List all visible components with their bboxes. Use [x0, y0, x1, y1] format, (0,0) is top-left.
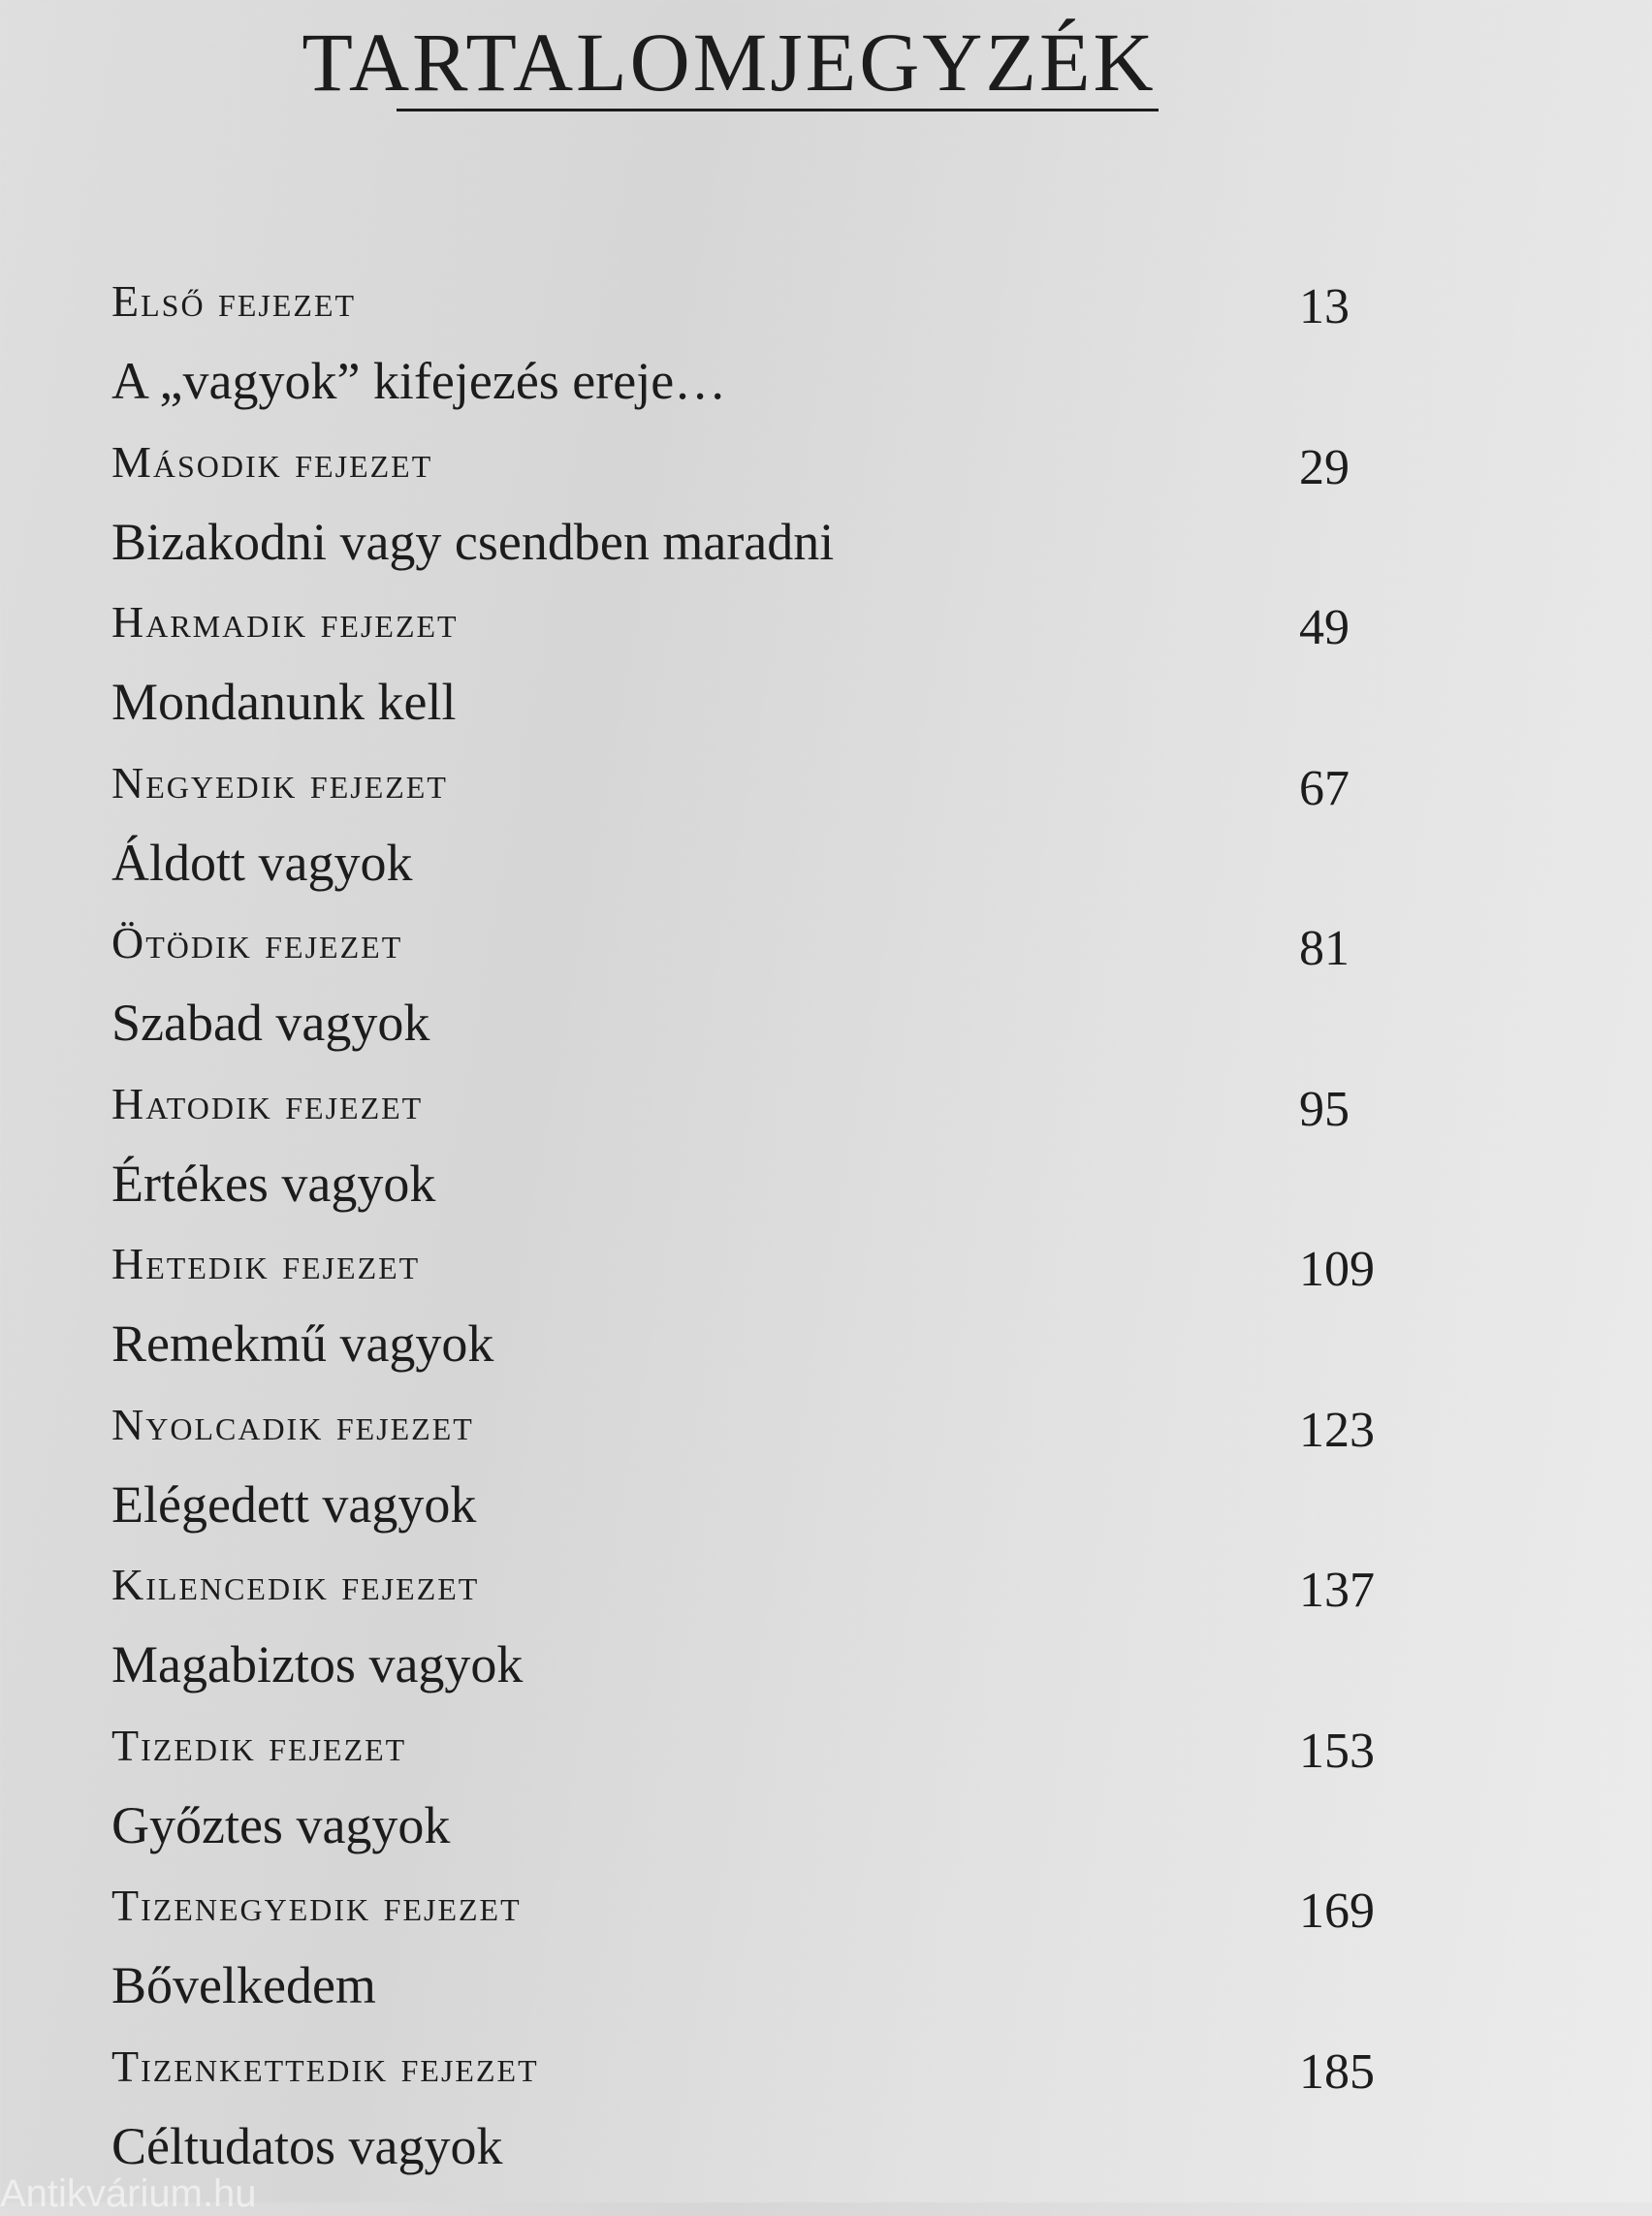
chapter-heading: Kilencedik fejezet [111, 1560, 480, 1609]
page-number: 109 [1299, 1242, 1375, 1297]
page-number: 67 [1299, 760, 1350, 816]
page-number: 49 [1299, 600, 1350, 655]
chapter-subtitle: Remekmű vagyok [111, 1314, 494, 1373]
toc-entry [111, 1064, 1469, 1225]
page-number: 29 [1299, 439, 1350, 495]
chapter-subtitle: Magabiztos vagyok [111, 1635, 524, 1694]
toc-entry [111, 1224, 1469, 1385]
chapter-heading: Ötödik fejezet [111, 918, 403, 967]
chapter-heading: Hatodik fejezet [111, 1078, 424, 1128]
chapter-subtitle: Értékes vagyok [111, 1154, 436, 1213]
chapter-heading: Tizenkettedik fejezet [111, 2041, 539, 2091]
chapter-subtitle: Bővelkedem [111, 1956, 376, 2014]
toc-entry [111, 1706, 1469, 1867]
chapter-subtitle: Bizakodni vagy csendben maradni [111, 512, 835, 571]
toc-entry [111, 1866, 1469, 2027]
toc-entry [111, 583, 1469, 744]
chapter-heading: Nyolcadik fejezet [111, 1399, 474, 1449]
page-number: 81 [1299, 921, 1350, 976]
toc-entry [111, 903, 1469, 1064]
toc-entry [111, 1545, 1469, 1706]
chapter-heading: Negyedik fejezet [111, 757, 448, 807]
chapter-subtitle: Mondanunk kell [111, 673, 457, 731]
table-of-contents [111, 262, 1469, 2187]
toc-entry [111, 744, 1469, 904]
toc-entry [111, 262, 1469, 423]
chapter-subtitle: Áldott vagyok [111, 833, 413, 892]
page-number: 169 [1299, 1884, 1375, 1939]
page-number: 13 [1299, 279, 1350, 334]
toc-entry [111, 423, 1469, 584]
page-number: 153 [1299, 1723, 1375, 1779]
page-number: 137 [1299, 1563, 1375, 1618]
chapter-heading: Második fejezet [111, 436, 433, 487]
page-title [0, 14, 1652, 111]
chapter-subtitle: A „vagyok” kifejezés ereje… [111, 352, 727, 410]
chapter-subtitle: Győztes vagyok [111, 1795, 451, 1854]
chapter-heading: Hetedik fejezet [111, 1239, 421, 1288]
chapter-subtitle: Szabad vagyok [111, 994, 430, 1052]
page-number: 123 [1299, 1402, 1375, 1458]
page-title-text: TARTALOMJEGYZÉK [397, 16, 1158, 111]
chapter-heading: Tizenegyedik fejezet [111, 1881, 522, 1930]
watermark-text: Antikvárium.hu [0, 2172, 257, 2215]
chapter-heading: Első fejezet [111, 276, 357, 326]
chapter-heading: Harmadik fejezet [111, 597, 459, 647]
chapter-heading: Tizedik fejezet [111, 1720, 407, 1770]
page-number: 185 [1299, 2043, 1375, 2100]
chapter-subtitle: Céltudatos vagyok [111, 2116, 503, 2175]
page-number: 95 [1299, 1081, 1350, 1137]
chapter-subtitle: Elégedett vagyok [111, 1474, 477, 1534]
toc-entry [111, 1385, 1469, 1546]
toc-entry [111, 2027, 1469, 2188]
